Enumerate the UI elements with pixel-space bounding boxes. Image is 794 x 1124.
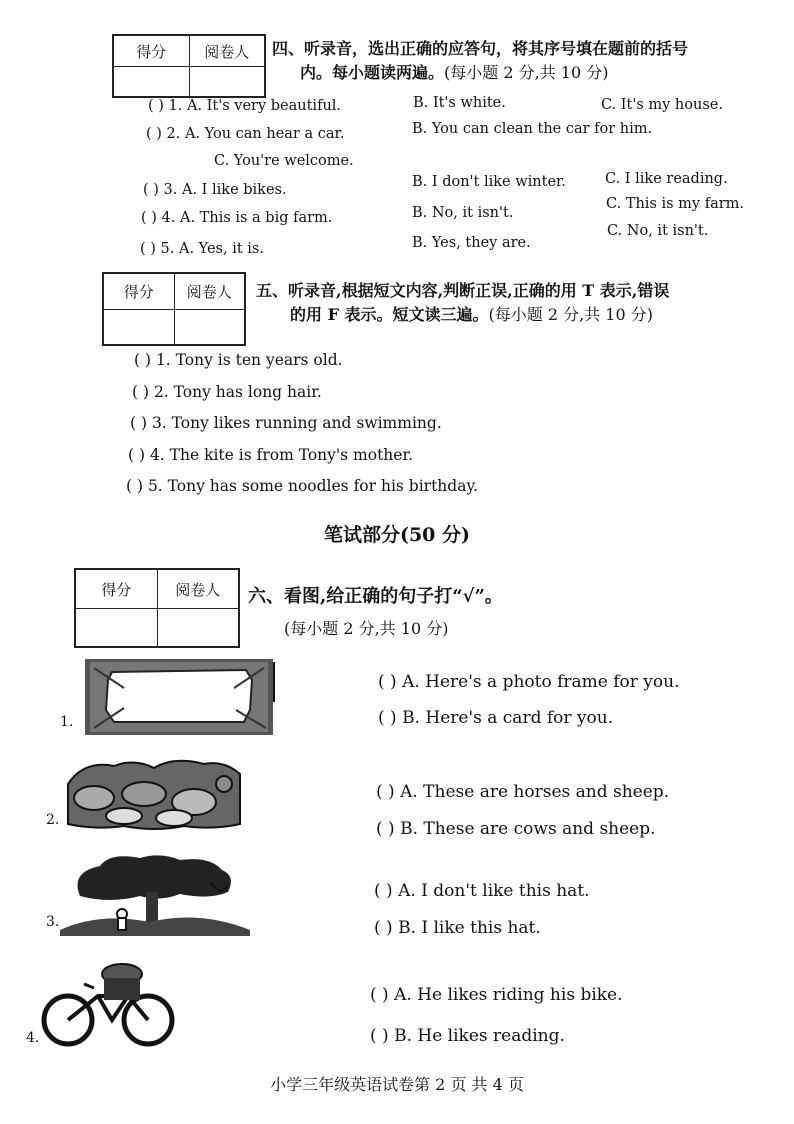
page-footer: 小学三年级英语试卷第 2 页 共 4 页	[270, 1075, 524, 1094]
s5-q5[interactable]: ( ) 5. Tony has some noodles for his birthday.	[126, 477, 479, 495]
s5-q4[interactable]: ( ) 4. The kite is from Tony's mother.	[128, 446, 414, 464]
s4-q4-c: C. This is my farm.	[606, 196, 745, 212]
written-part-title: 笔试部分(50 分)	[323, 524, 471, 546]
s6-q4-b[interactable]: ( ) B. He likes reading.	[370, 1026, 565, 1046]
section4-title: 四、听录音，选出正确的应答句，将其序号填在题前的括号	[272, 39, 689, 58]
section4-title-line2: 内。每小题读两遍。(每小题 2 分,共 10 分)	[300, 63, 609, 82]
s4-q5-c: C. No, it isn't.	[607, 223, 709, 239]
score-box-section5	[102, 272, 246, 346]
section5-title-line2: 的用 F 表示。短文读三遍。(每小题 2 分,共 10 分)	[290, 305, 653, 324]
s4-q4-stem[interactable]: ( ) 4. A. This is a big farm.	[141, 210, 333, 226]
s6-q2-a[interactable]: ( ) A. These are horses and sheep.	[376, 782, 670, 802]
s4-q1-stem[interactable]: ( ) 1. A. It's very beautiful.	[148, 98, 342, 114]
item-2-number: 2.	[46, 812, 60, 828]
s5-q1[interactable]: ( ) 1. Tony is ten years old.	[134, 351, 343, 369]
s6-q3-b[interactable]: ( ) B. I like this hat.	[374, 918, 541, 938]
score-box-section4	[112, 34, 266, 98]
score-label: 得分	[114, 36, 190, 66]
grader-field[interactable]	[158, 609, 239, 647]
item-4-number: 4.	[26, 1030, 40, 1046]
score-field[interactable]	[114, 67, 190, 97]
grader-field[interactable]	[175, 310, 245, 345]
s4-q3-b: B. I don't like winter.	[412, 174, 566, 190]
score-label: 得分	[104, 274, 175, 309]
grader-field[interactable]	[190, 67, 265, 97]
s5-q3[interactable]: ( ) 3. Tony likes running and swimming.	[130, 414, 442, 432]
section5-title: 五、听录音,根据短文内容,判断正误,正确的用 T 表示,错误	[256, 281, 670, 300]
score-label: 得分	[76, 570, 158, 608]
s6-q2-b[interactable]: ( ) B. These are cows and sheep.	[376, 819, 656, 839]
cows-and-sheep-icon	[64, 754, 244, 832]
grader-label: 阅卷人	[175, 580, 221, 599]
section6-points: (每小题 2 分,共 10 分)	[284, 619, 449, 638]
tree-and-boy-icon	[60, 852, 250, 936]
grader-label: 阅卷人	[204, 42, 250, 61]
score-field[interactable]	[76, 609, 158, 647]
score-field[interactable]	[104, 310, 175, 345]
s4-q5-b: B. Yes, they are.	[412, 235, 531, 251]
bike-icon	[38, 962, 180, 1048]
item-3-number: 3.	[46, 914, 60, 930]
s6-q1-b[interactable]: ( ) B. Here's a card for you.	[378, 708, 614, 728]
photo-frame-icon	[84, 658, 276, 736]
item-1-number: 1.	[60, 714, 74, 730]
s4-q3-c: C. I like reading.	[605, 171, 728, 187]
s4-q1-b: B. It's white.	[413, 95, 506, 111]
s4-q4-b: B. No, it isn't.	[412, 205, 514, 221]
s6-q4-a[interactable]: ( ) A. He likes riding his bike.	[370, 985, 623, 1005]
s4-q2-b: B. You can clean the car for him.	[412, 121, 653, 137]
s4-q2-stem[interactable]: ( ) 2. A. You can hear a car.	[146, 126, 345, 142]
s6-q1-a[interactable]: ( ) A. Here's a photo frame for you.	[378, 672, 680, 692]
s4-q2-c: C. You're welcome.	[214, 153, 354, 169]
s4-q5-stem[interactable]: ( ) 5. A. Yes, it is.	[140, 241, 264, 257]
s4-q3-stem[interactable]: ( ) 3. A. I like bikes.	[143, 182, 287, 198]
s5-q2[interactable]: ( ) 2. Tony has long hair.	[132, 383, 322, 401]
s6-q3-a[interactable]: ( ) A. I don't like this hat.	[374, 881, 590, 901]
section6-title: 六、看图,给正确的句子打“√”。	[248, 586, 503, 607]
grader-label: 阅卷人	[186, 283, 232, 301]
score-box-section6	[74, 568, 240, 648]
s4-q1-c: C. It's my house.	[601, 97, 723, 113]
